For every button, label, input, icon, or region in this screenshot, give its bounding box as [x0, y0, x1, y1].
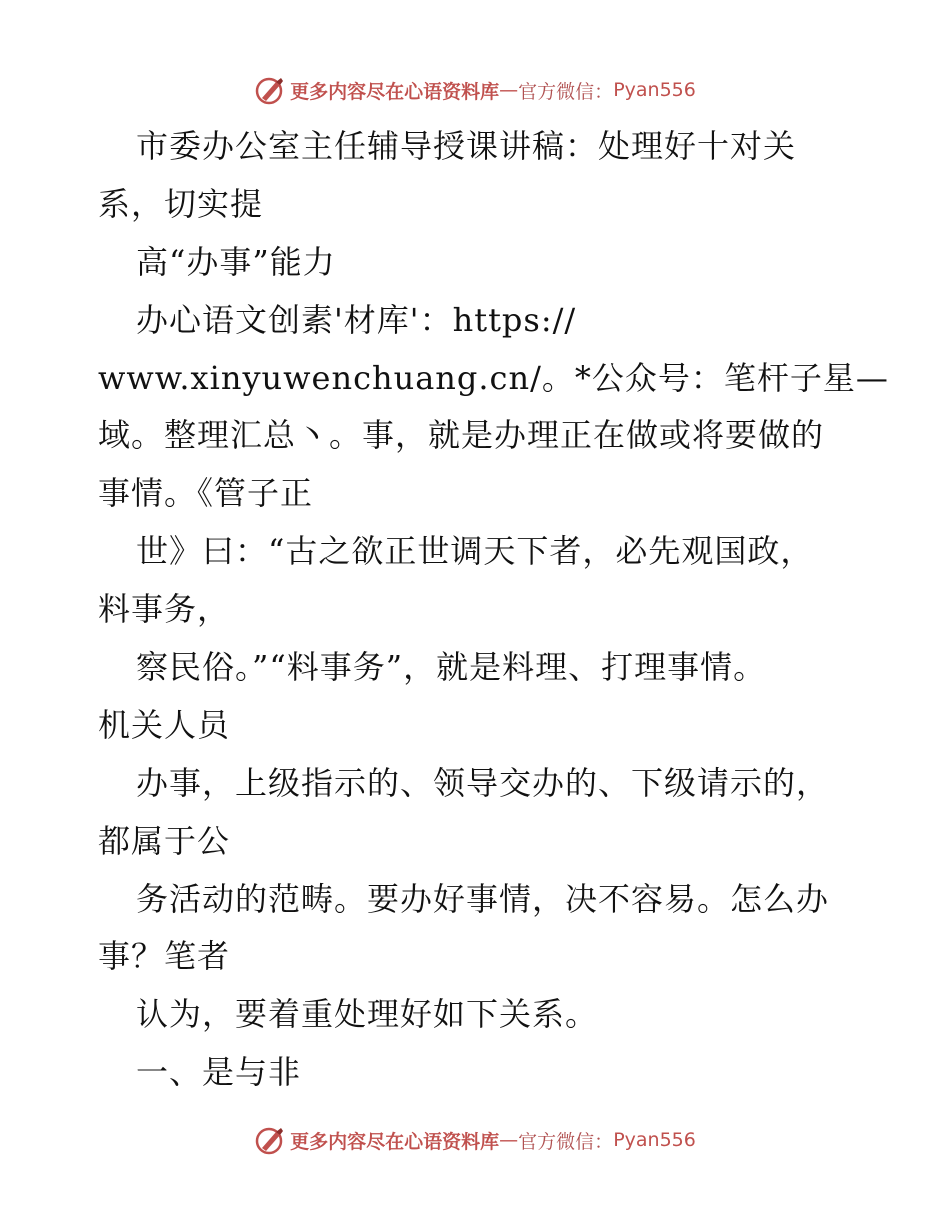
- document-body: [98, 118, 889, 1102]
- text-line: 事情。《管子正: [98, 474, 314, 513]
- header-separator: —: [499, 79, 519, 101]
- header-brand-text: 更多内容尽在心语资料库: [290, 80, 500, 103]
- text-line: 市委办公室主任辅导授课讲稿：处理好十对关: [136, 127, 797, 165]
- text-line: 认为，要着重处理好如下关系。: [136, 995, 599, 1034]
- footer-brand-text: 更多内容尽在心语资料库: [290, 1130, 500, 1153]
- text-line: 一、是与非: [136, 1053, 302, 1092]
- text-line: 机关人员: [98, 705, 231, 744]
- footer-wechat-id: Pyan556: [613, 1129, 696, 1151]
- header-wechat-label: 官方微信：: [518, 80, 614, 103]
- footer-wechat-label: 官方微信：: [518, 1130, 614, 1153]
- text-line: www.xinyuwenchuang.cn/。*公众号：笔杆子星—: [98, 358, 889, 397]
- pen-logo-icon: [254, 1124, 286, 1156]
- text-line: 都属于公: [98, 821, 231, 860]
- text-line: 料事务，: [98, 590, 231, 629]
- header-banner: [0, 72, 950, 108]
- footer-banner: [0, 1122, 950, 1158]
- text-line: 系，切实提: [98, 184, 264, 223]
- header-wechat-id: Pyan556: [613, 79, 696, 101]
- text-line: 办心语文创素'材库'：https://: [136, 300, 577, 339]
- text-line: 世》曰：“古之欲正世调天下者，必先观国政，: [136, 532, 814, 571]
- footer-separator: —: [499, 1129, 519, 1151]
- text-line: 高“办事”能力: [136, 242, 336, 281]
- text-line: 察民俗。”“料事务”，就是料理、打理事情。: [136, 648, 767, 687]
- text-line: 办事，上级指示的、领导交办的、下级请示的，: [136, 763, 830, 802]
- text-line: 域。整理汇总丶。事，就是办理正在做或将要做的: [98, 416, 825, 455]
- text-line: 务活动的范畴。要办好事情，决不容易。怎么办: [136, 879, 830, 918]
- pen-logo-icon: [254, 74, 286, 106]
- text-line: 事？笔者: [98, 937, 231, 976]
